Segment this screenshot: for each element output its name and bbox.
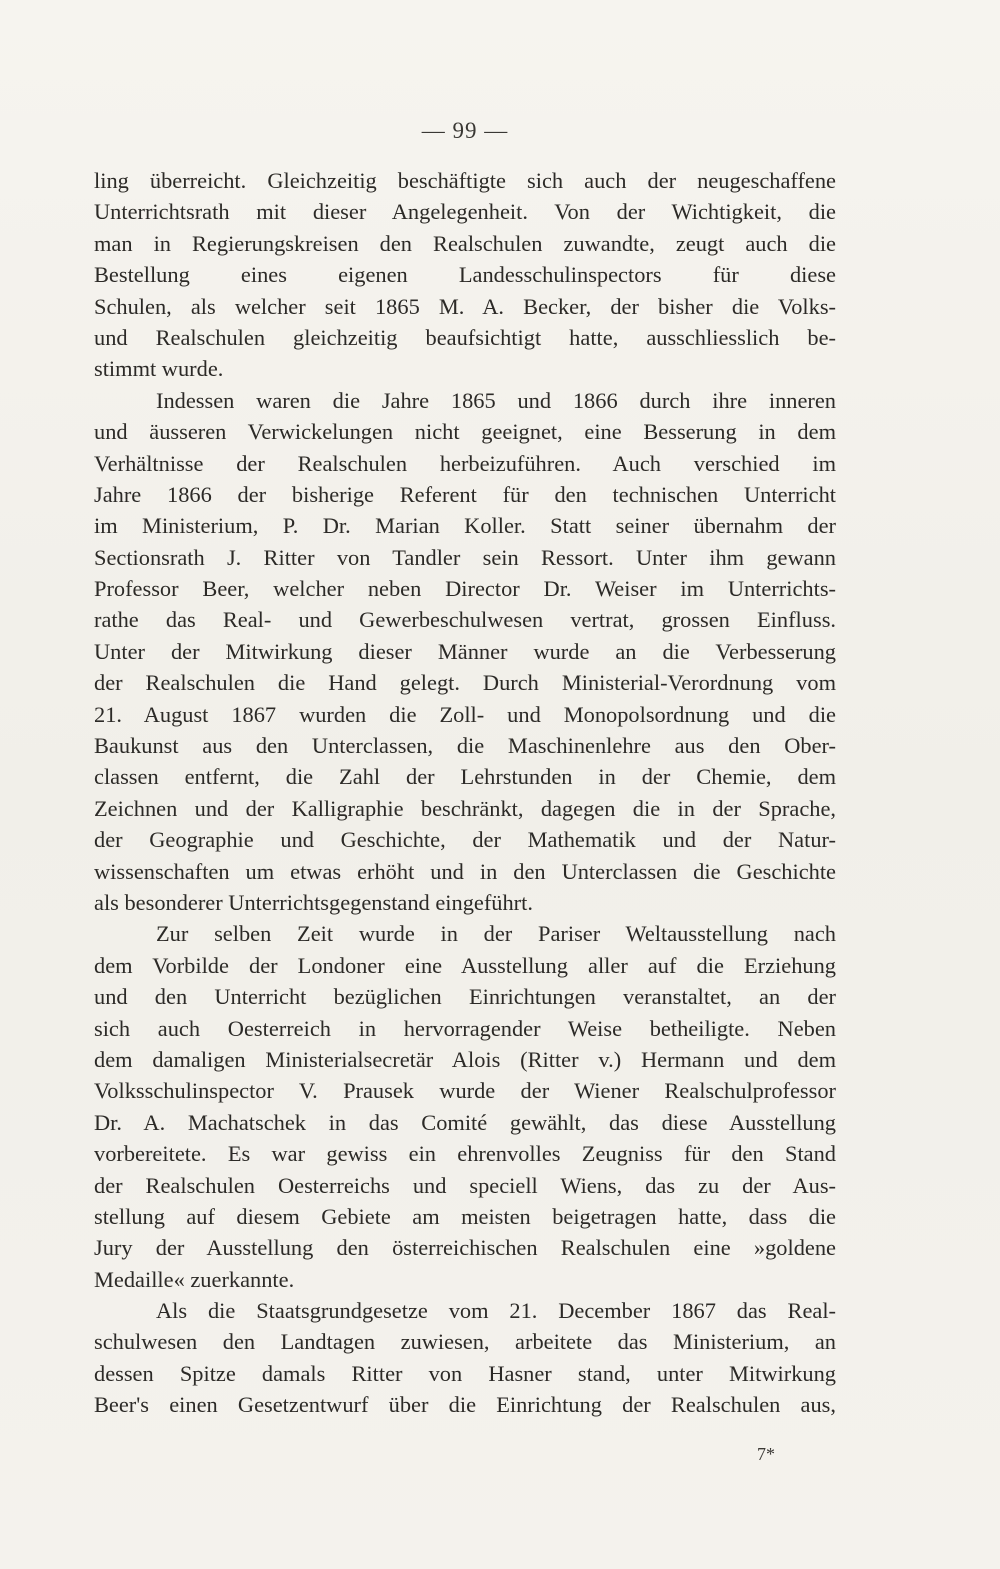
paragraph-3 <box>94 918 836 1295</box>
text-line: Volksschulinspector V. Prausek wurde der Wiener Realschulprofessor <box>94 1078 836 1104</box>
text-line: dessen Spitze damals Ritter von Hasner stand, unter Mitwirkung <box>94 1360 836 1386</box>
text-line: Indessen waren die Jahre 1865 und 1866 durch ihre inneren <box>156 387 836 413</box>
text-line: der Realschulen Oesterreichs und speciell Wiens, das zu der Aus- <box>94 1172 836 1198</box>
text-line: Unter der Mitwirkung dieser Männer wurde an die Verbesserung <box>94 638 836 664</box>
page-number: — 99 — <box>421 118 509 143</box>
text-line: Schulen, als welcher seit 1865 M. A. Becker, der bisher die Volks- <box>94 293 836 319</box>
body-text <box>94 165 836 1421</box>
text-line: Sectionsrath J. Ritter von Tandler sein Ressort. Unter ihm gewann <box>94 544 836 570</box>
text-line: Zeichnen und der Kalligraphie beschränkt, dagegen die in der Sprache, <box>94 795 836 821</box>
text-line: stellung auf diesem Gebiete am meisten beigetragen hatte, dass die <box>94 1203 836 1229</box>
text-line: schulwesen den Landtagen zuwiesen, arbeitete das Ministerium, an <box>94 1329 836 1355</box>
text-line: und äusseren Verwickelungen nicht geeignet, eine Besserung in dem <box>94 419 836 445</box>
paragraph-2 <box>94 385 836 919</box>
text-line: und den Unterricht bezüglichen Einrichtungen veranstaltet, an der <box>94 984 836 1010</box>
text-line: im Ministerium, P. Dr. Marian Koller. Statt seiner übernahm der <box>94 513 836 539</box>
text-line: wissenschaften um etwas erhöht und in den Unterclassen die Geschichte <box>94 858 836 884</box>
signature-mark: 7* <box>757 1444 775 1464</box>
text-line: Als die Staatsgrundgesetze vom 21. December 1867 das Real- <box>156 1298 836 1324</box>
text-line: Professor Beer, welcher neben Director Dr. Weiser im Unterrichts- <box>94 576 836 602</box>
text-line: rathe das Real- und Gewerbeschulwesen vertrat, grossen Einfluss. <box>94 607 836 633</box>
text-line: Jury der Ausstellung den österreichischen Realschulen eine »goldene <box>94 1235 836 1261</box>
text-line: der Realschulen die Hand gelegt. Durch Ministerial-Verordnung vom <box>94 670 836 696</box>
text-line: dem Vorbilde der Londoner eine Ausstellung aller auf die Erziehung <box>94 952 836 978</box>
paragraph-1 <box>94 165 836 385</box>
text-line: man in Regierungskreisen den Realschulen zuwandte, zeugt auch die <box>94 230 836 256</box>
text-line: ling überreicht. Gleichzeitig beschäftigte sich auch der neugeschaffene <box>94 168 836 193</box>
text-line: dem damaligen Ministerialsecretär Alois (Ritter v.) Hermann und dem <box>94 1046 836 1072</box>
text-line: Verhältnisse der Realschulen herbeizuführen. Auch verschied im <box>94 450 836 476</box>
text-line: Medaille« zuerkannte. <box>94 1266 295 1292</box>
paragraph-4 <box>94 1295 836 1421</box>
text-line: und Realschulen gleichzeitig beaufsichtigt hatte, ausschliesslich be- <box>94 324 836 350</box>
text-line: Unterrichtsrath mit dieser Angelegenheit. Von der Wichtigkeit, die <box>94 199 836 225</box>
text-line: der Geographie und Geschichte, der Mathematik und der Natur- <box>94 827 836 853</box>
text-line: Zur selben Zeit wurde in der Pariser Weltausstellung nach <box>156 921 836 947</box>
text-line: als besonderer Unterrichtsgegenstand eingeführt. <box>94 889 533 915</box>
text-line: sich auch Oesterreich in hervorragender Weise betheiligte. Neben <box>94 1015 836 1041</box>
text-line: stimmt wurde. <box>94 356 224 382</box>
text-line: classen entfernt, die Zahl der Lehrstunden in der Chemie, dem <box>94 764 836 790</box>
text-line: Baukunst aus den Unterclassen, die Maschinenlehre aus den Ober- <box>94 733 836 759</box>
text-line: vorbereitete. Es war gewiss ein ehrenvolles Zeugniss für den Stand <box>94 1141 836 1167</box>
text-line: 21. August 1867 wurden die Zoll- und Monopolsordnung und die <box>94 701 836 727</box>
text-line: Beer's einen Gesetzentwurf über die Einrichtung der Realschulen aus, <box>94 1392 836 1418</box>
text-line: Dr. A. Machatschek in das Comité gewählt, das diese Ausstellung <box>94 1109 836 1135</box>
text-line: Bestellung eines eigenen Landesschulinspectors für diese <box>94 262 836 288</box>
text-line: Jahre 1866 der bisherige Referent für den technischen Unterricht <box>94 481 836 507</box>
